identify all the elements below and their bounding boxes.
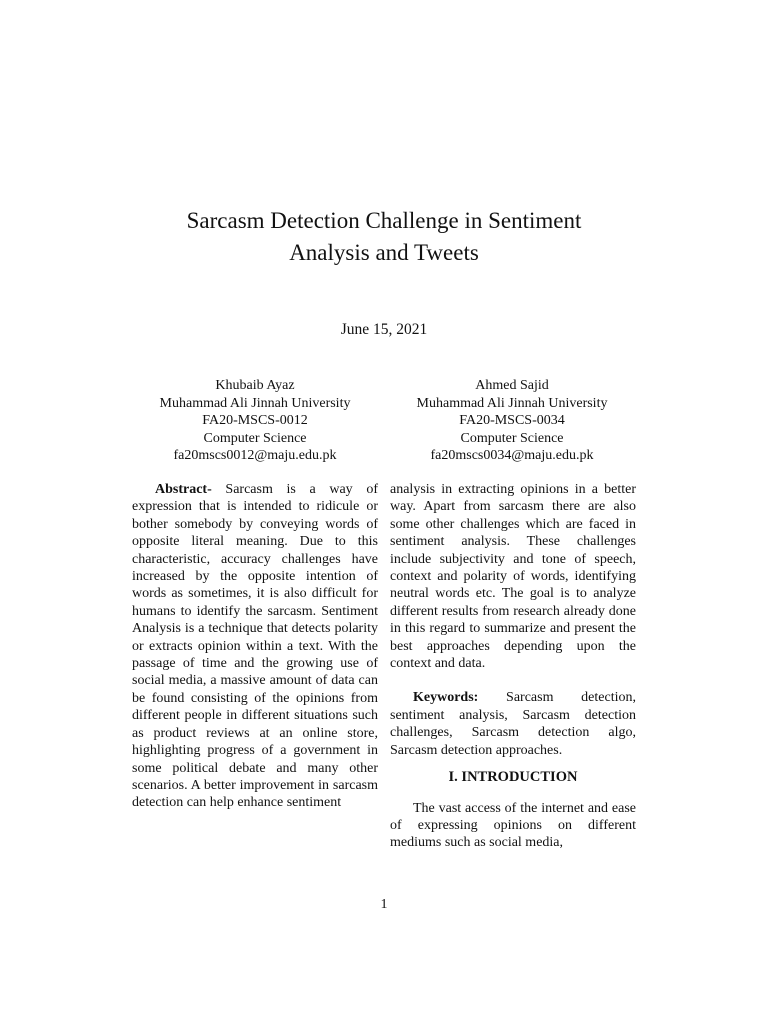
abstract-text-right: analysis in extracting opinions in a better way. Apart from sarcasm there are also some other challenges which are faced in sentiment analysis. These challenges include subjectivity and tone of speech, context and polarity of words, identifying neutral words etc. The goal is to analyze different results from research already done in this regard to summarize and present the best approaches depending upon the context and data. xyxy=(390,482,636,672)
right-column xyxy=(390,481,636,852)
keywords-label: Keywords: xyxy=(413,690,479,706)
left-column xyxy=(132,481,378,812)
author-id: FA20-MSCS-0034 xyxy=(459,413,565,429)
author-university: Muhammad Ali Jinnah University xyxy=(416,395,608,411)
paper-date: June 15, 2021 xyxy=(340,321,428,338)
author-university: Muhammad Ali Jinnah University xyxy=(159,395,351,411)
author-department: Computer Science xyxy=(203,430,307,446)
introduction-text: The vast access of the internet and ease of expressing opinions on different mediums such as social media, xyxy=(390,800,636,851)
author-name: Ahmed Sajid xyxy=(475,378,549,393)
abstract-text-left: Sarcasm is a way of expression that is intended to ridicule or bother somebody by conveying words of opposite literal meaning. Due to this characteristic, accuracy challenges have increased by the opposite intention of words as sometimes, it is also difficult for humans to identify the sarcasm. Sentiment Analysis is a technique that detects polarity or extracts opinion within a text. With the passage of time and the growing use of social media, a massive amount of data can be found consisting of the opinions from different people in different situations such as product reviews at an online store, highlighting progress of a government in some political debate and many other scenarios. A better improvement in sarcasm detection can help enhance sentiment xyxy=(132,482,378,811)
page-number: 1 xyxy=(380,897,388,912)
abstract-label: Abstract- xyxy=(155,482,212,497)
author-name: Khubaib Ayaz xyxy=(215,378,295,393)
paragraph-gap xyxy=(390,672,636,689)
abstract-paragraph xyxy=(132,481,378,812)
title-line-1: Sarcasm Detection Challenge in Sentiment xyxy=(186,208,582,233)
keywords-paragraph xyxy=(390,689,636,759)
author-block-2 xyxy=(382,377,642,465)
keywords-text: Sarcasm detection, sentiment analysis, Sarcasm detection challenges, Sarcasm detection algo, Sarcasm detection approaches. xyxy=(390,690,636,758)
paper-title xyxy=(84,205,684,269)
author-email: fa20mscs0012@maju.edu.pk xyxy=(173,448,337,464)
author-department: Computer Science xyxy=(460,430,564,446)
author-block-1 xyxy=(125,377,385,465)
title-line-2: Analysis and Tweets xyxy=(289,240,479,265)
author-email: fa20mscs0034@maju.edu.pk xyxy=(430,448,594,464)
author-id: FA20-MSCS-0012 xyxy=(202,413,308,429)
introduction-heading: I. INTRODUCTION xyxy=(448,769,578,786)
